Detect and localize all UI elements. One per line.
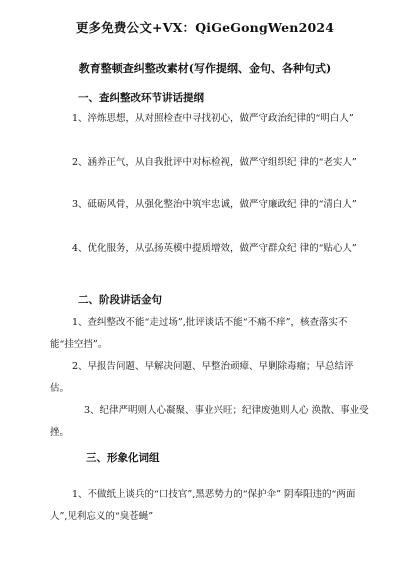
paragraph-2-3: 3、纪律严明则人心凝聚、事业兴旺；纪律废弛则人心 涣散、事业受挫。 [50,405,369,438]
paragraph-1-1: 1、淬炼思想，从对照检查中寻找初心，做严守政治纪律的“明白人” [72,113,354,124]
paragraph-1-3: 3、砥砺风骨，从强化整治中筑牢忠诚，做严守廉政纪 律的“清白人” [72,199,357,210]
paragraph-2-1: 1、查纠整改不能“走过场”,批评谈话不能“不痛不痒”，核查落实不能“挂空挡”。 [50,317,348,350]
section-heading-1: 一、查纠整改环节讲话提纲 [78,92,204,104]
paragraph-1-2: 2、涵养正气，从自我批评中对标检视，做严守组织纪 律的“老实人” [72,157,357,168]
paragraph-1-4: 4、优化服务，从弘扬英模中提质增效，做严守群众纪 律的“贴心人” [72,243,357,254]
section-heading-2: 二、阶段讲话金句 [78,294,162,306]
section-heading-3: 三、形象化词组 [86,452,160,464]
header-banner: 更多免费公文+VX：QiGeGongWen2024 [75,20,335,35]
paragraph-3-1: 1、不做纸上谈兵的“口技官”,黑恶势力的“保护伞” 阴奉阳违的“两面人”,见利忘义的“臭苍蝇” [50,489,356,522]
document-title: 教育整顿查纠整改素材(写作提纲、金句、各种句式) [78,62,332,75]
paragraph-2-2: 2、早报告问题、早解决问题、早整治顽瘴、早剿除毒瘤；早总结评估。 [50,361,354,394]
